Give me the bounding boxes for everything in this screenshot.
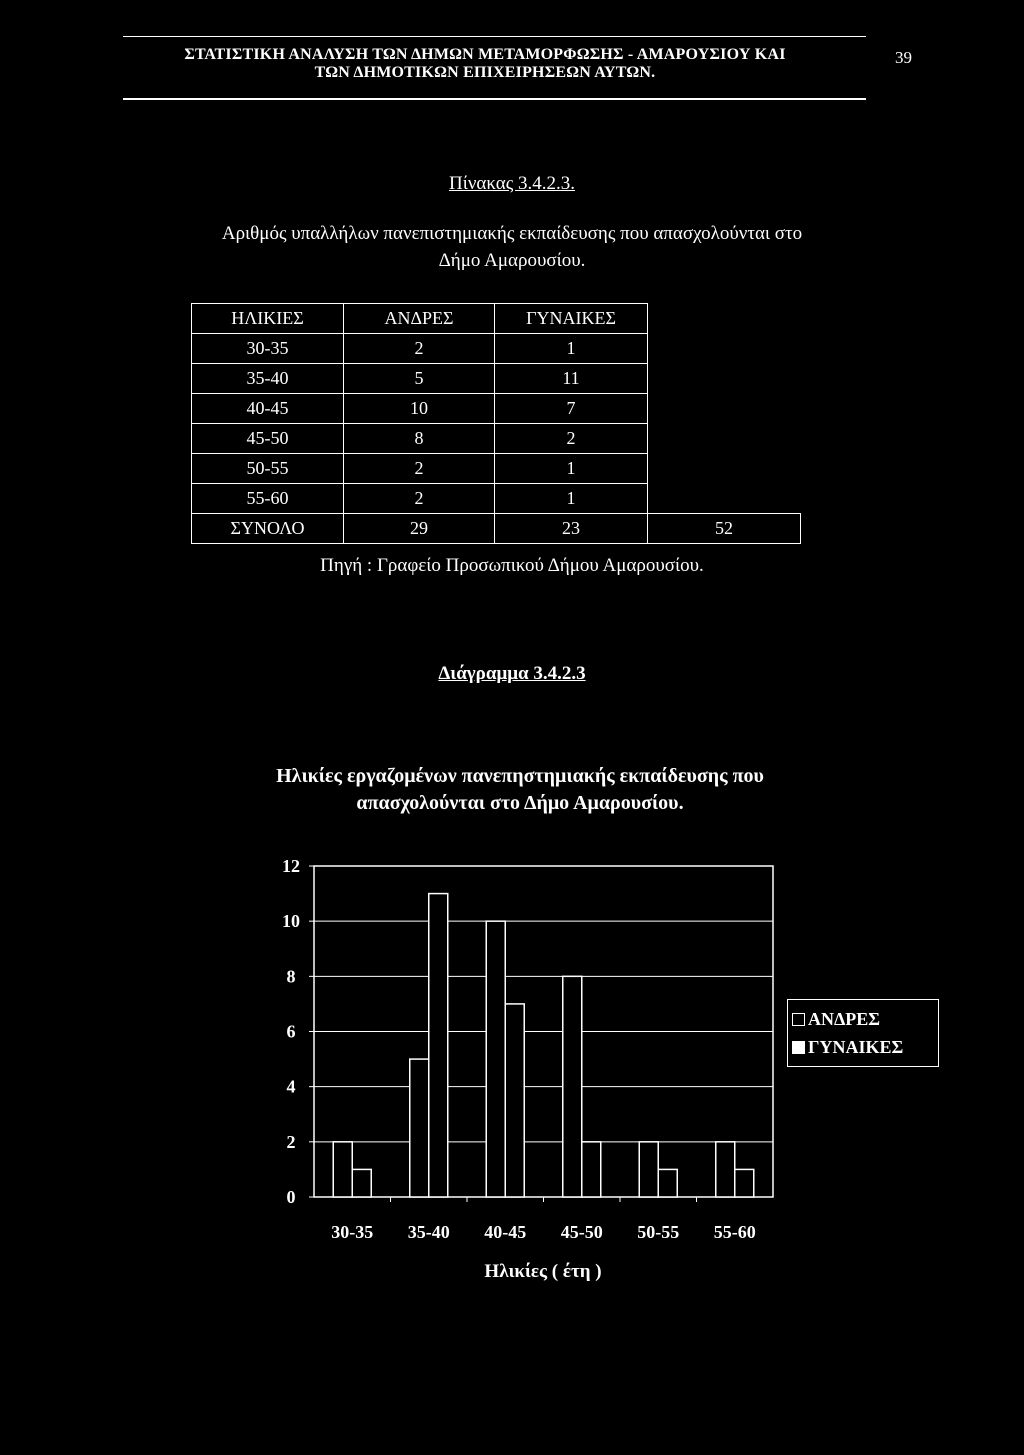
cell-age: 40-45	[192, 394, 344, 424]
chart-title-line-1: Ηλικίες εργαζομένων πανεπηστημιακής εκπαίδευσης που	[276, 765, 764, 787]
cell-men: 2	[344, 454, 495, 484]
col-header-women: ΓΥΝΑΙΚΕΣ	[495, 304, 648, 334]
table-source: Πηγή : Γραφείο Προσωπικού Δήμου Αμαρουσίου.	[320, 555, 704, 576]
bar-men	[639, 1142, 658, 1197]
cell-age: 55-60	[192, 484, 344, 514]
bar-women	[582, 1142, 601, 1197]
x-tick-label: 35-40	[407, 1222, 450, 1242]
cell-women: 2	[495, 424, 648, 454]
legend-label-women: ΓΥΝΑΙΚΕΣ	[808, 1036, 904, 1057]
chart-title-line-2: απασχολούνται στο Δήμο Αμαρουσίου.	[356, 792, 684, 814]
y-tick-label: 2	[286, 1131, 296, 1152]
bar-women	[429, 894, 448, 1197]
cell-women: 1	[495, 454, 648, 484]
bar-men	[333, 1142, 352, 1197]
legend-item-men	[792, 1008, 880, 1030]
legend-item-women	[792, 1036, 903, 1058]
col-header-ages: ΗΛΙΚΙΕΣ	[192, 304, 344, 334]
cell-age: 50-55	[192, 454, 344, 484]
cell-men: 2	[344, 484, 495, 514]
table-caption-line-2: Δήμο Αμαρουσίου.	[438, 250, 586, 271]
x-tick-label: 30-35	[331, 1222, 374, 1242]
bar-women	[735, 1169, 754, 1197]
bar-men	[486, 921, 505, 1197]
bar-men	[410, 1059, 429, 1197]
cell-age: 30-35	[192, 334, 344, 364]
x-tick-label: 55-60	[713, 1222, 756, 1242]
y-tick-label: 10	[282, 911, 300, 932]
bar-women	[352, 1169, 371, 1197]
page-number: 39	[895, 48, 912, 67]
total-all: 52	[648, 514, 801, 544]
bar-men	[716, 1142, 735, 1197]
cell-women: 7	[495, 394, 648, 424]
x-axis-label: Ηλικίες ( έτη )	[484, 1261, 602, 1282]
total-men: 29	[344, 514, 495, 544]
bar-women	[505, 1004, 524, 1197]
x-tick-label: 45-50	[560, 1222, 603, 1242]
x-tick-label: 50-55	[637, 1222, 680, 1242]
x-tick-label: 40-45	[484, 1222, 527, 1242]
y-tick-label: 4	[286, 1076, 296, 1097]
cell-men: 5	[344, 364, 495, 394]
cell-women: 1	[495, 334, 648, 364]
legend-swatch-women	[792, 1041, 805, 1054]
bar-women	[658, 1169, 677, 1197]
cell-men: 8	[344, 424, 495, 454]
bar-men	[563, 976, 582, 1197]
cell-women: 1	[495, 484, 648, 514]
cell-men: 2	[344, 334, 495, 364]
y-tick-label: 0	[286, 1187, 296, 1207]
total-label: ΣΥΝΟΛΟ	[192, 514, 344, 544]
diagram-label: Διάγραμμα 3.4.2.3	[438, 663, 586, 684]
col-header-men: ΑΝΔΡΕΣ	[344, 304, 495, 334]
header-line-1: ΣΤΑΤΙΣΤΙΚΗ ΑΝΑΛΥΣΗ ΤΩΝ ΔΗΜΩΝ ΜΕΤΑΜΟΡΦΩΣΗΣ - ΑΜΑΡΟΥΣΙΟΥ ΚΑΙ	[184, 46, 786, 63]
y-tick-label: 12	[282, 856, 300, 876]
y-tick-label: 6	[286, 1021, 296, 1042]
y-tick-label: 8	[286, 966, 296, 987]
header-line-2: ΤΩΝ ΔΗΜΟΤΙΚΩΝ ΕΠΙΧΕΙΡΗΣΕΩΝ ΑΥΤΩΝ.	[314, 64, 656, 81]
cell-women: 11	[495, 364, 648, 394]
cell-men: 10	[344, 394, 495, 424]
cell-age: 35-40	[192, 364, 344, 394]
legend-label-men: ΑΝΔΡΕΣ	[808, 1008, 881, 1029]
total-women: 23	[495, 514, 648, 544]
legend-swatch-men	[792, 1013, 805, 1026]
chart-legend	[787, 999, 939, 1067]
cell-age: 45-50	[192, 424, 344, 454]
table-label: Πίνακας 3.4.2.3.	[448, 173, 575, 194]
table-caption-line-1: Αριθμός υπαλλήλων πανεπιστημιακής εκπαίδευσης που απασχολούνται στο	[221, 223, 803, 244]
